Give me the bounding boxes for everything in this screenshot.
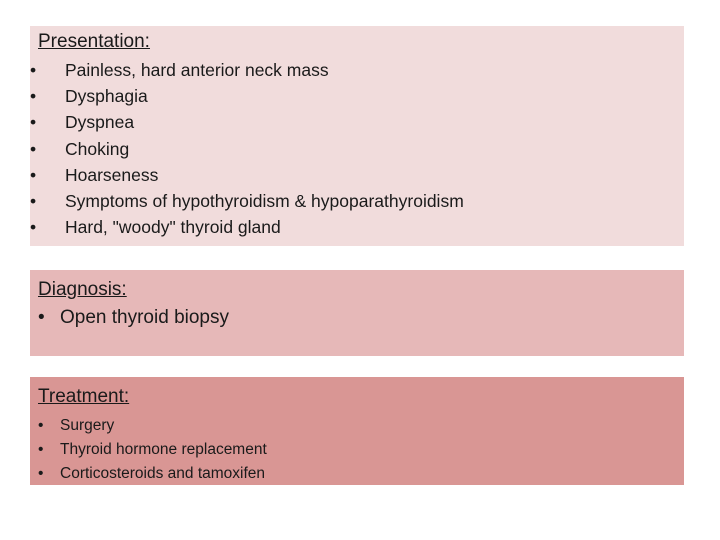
presentation-section <box>30 26 684 246</box>
diagnosis-heading: Diagnosis: <box>38 279 127 300</box>
treatment-heading: Treatment: <box>38 386 130 407</box>
list-item <box>30 162 464 188</box>
list-item-text: Dysphagia <box>65 86 148 107</box>
bullet-icon: • <box>30 60 37 80</box>
bullet-icon: • <box>38 417 44 434</box>
bullet-icon: • <box>38 441 44 458</box>
bullet-icon: • <box>38 307 45 328</box>
bullet-icon: • <box>38 465 44 482</box>
list-item-text: Symptoms of hypothyroidism & hypoparathyroidism <box>65 191 464 212</box>
list-item <box>30 83 464 109</box>
list-item <box>30 414 267 438</box>
list-item-text: Choking <box>65 138 130 159</box>
list-item-text: Hard, "woody" thyroid gland <box>65 217 281 238</box>
bullet-icon: • <box>30 86 37 107</box>
list-item-text: Painless, hard anterior neck mass <box>65 60 329 80</box>
list-item <box>30 214 464 240</box>
list-item <box>30 109 464 135</box>
list-item <box>30 188 464 214</box>
list-item <box>30 462 267 486</box>
bullet-icon: • <box>30 217 37 238</box>
diagnosis-list <box>30 306 229 330</box>
list-item-text: Hoarseness <box>65 164 159 185</box>
treatment-list <box>30 414 267 486</box>
list-item-text: Thyroid hormone replacement <box>60 441 267 458</box>
bullet-icon: • <box>30 112 37 133</box>
bullet-icon: • <box>30 164 37 185</box>
bullet-icon: • <box>30 191 37 212</box>
list-item <box>30 438 267 462</box>
list-item-text: Dyspnea <box>65 112 135 133</box>
diagnosis-section <box>30 270 684 356</box>
list-item-text: Surgery <box>60 417 115 434</box>
presentation-list <box>30 57 464 240</box>
bullet-icon: • <box>30 138 37 159</box>
presentation-heading: Presentation: <box>38 31 150 52</box>
list-item <box>30 57 464 83</box>
treatment-section <box>30 377 684 485</box>
list-item <box>30 136 464 162</box>
list-item <box>30 306 229 330</box>
list-item-text: Open thyroid biopsy <box>60 307 229 328</box>
list-item-text: Corticosteroids and tamoxifen <box>60 465 266 482</box>
